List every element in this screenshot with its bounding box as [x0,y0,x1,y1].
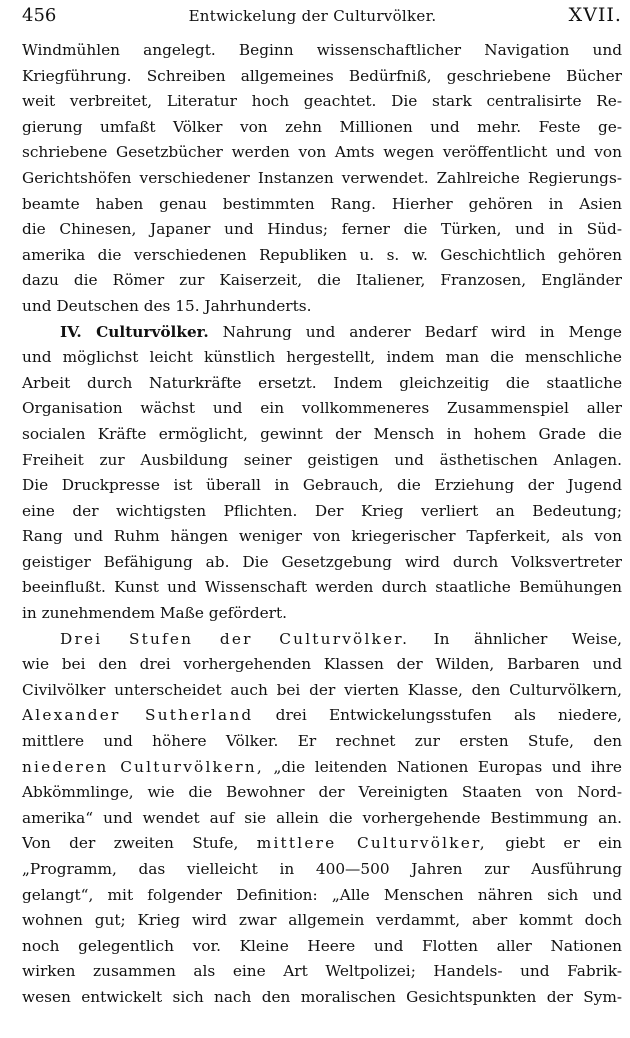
paragraph-civilvoelker [22,38,622,320]
text-span: giebt er ein [505,834,622,853]
text-line: eine der wichtigsten Pflichten. Der Krieg verliert an Bedeutung; [22,501,622,520]
text-line: beeinflußt. Kunst und Wissenschaft werden durch staatliche Bemühungen [22,578,622,597]
text-line: „Programm, das vielleicht in 400—500 Jahren zur Ausführung [22,860,622,878]
page-body [22,38,622,1011]
paragraph-drei-stufen [22,627,622,1011]
emphasis-term: mittlere Culturvölker, [256,834,487,853]
text-line: Freiheit zur Ausbildung seiner geistigen und ästhetischen Anlagen. [22,450,622,469]
text-line [22,703,622,729]
text-span: In ähnlicher Weise, [433,629,622,648]
text-line: Windmühlen angelegt. Beginn wissenschaftlicher Navigation und [22,41,622,59]
text-line: Gerichtshöfen verschiedener Instanzen verwendet. Zahlreiche Regierungs- [22,168,622,187]
text-line: mittlere und höhere Völker. Er rechnet zur ersten Stufe, den [22,732,622,751]
text-span: Nahrung und anderer Bedarf wird in Menge [222,322,622,341]
text-line: Die Druckpresse ist überall in Gebrauch, die Erziehung der Jugend [22,476,622,495]
text-line: dazu die Römer zur Kaiserzeit, die Italiener, Franzosen, Engländer [22,271,622,290]
text-line: Abkömmlinge, wie die Bewohner der Vereinigten Staaten von Nord- [22,783,622,802]
running-header [22,4,622,34]
text-line: und Deutschen des 15. Jahrhunderts. [22,296,312,315]
author-name: Alexander Sutherland [22,706,254,725]
text-line: amerika die verschiedenen Republiken u. s. w. Geschichtlich gehören [22,245,622,264]
text-span: „die leitenden Nationen Europas und ihre [273,757,622,776]
text-line: weit verbreitet, Literatur hoch geachtet. Die stark centralisirte Re- [22,92,622,111]
section-line [22,320,622,346]
text-line: Organisation wächst und ein vollkommeneres Zusammenspiel aller [22,399,622,418]
text-line: noch gelegentlich vor. Kleine Heere und Flotten aller Nationen [22,936,622,955]
text-line: wohnen gut; Krieg wird zwar allgemein verdammt, aber kommt doch [22,911,622,930]
text-line: und möglichst leicht künstlich hergestellt, indem man die menschliche [22,348,622,367]
paragraph-culturvoelker [22,320,622,627]
text-line: schriebene Gesetzbücher werden von Amts wegen veröffentlicht und von [22,143,622,162]
text-line: gelangt“, mit folgender Definition: „Alle Menschen nähren sich und [22,885,622,904]
text-line: Kriegführung. Schreiben allgemeines Bedürfniß, geschriebene Bücher [22,66,622,85]
text-line: gierung umfaßt Völker von zehn Millionen und mehr. Feste ge- [22,117,622,136]
chapter-number: XVII. [568,4,622,26]
text-line: in zunehmendem Maße gefördert. [22,604,288,623]
text-line: socialen Kräfte ermöglicht, gewinnt der Mensch in hohem Grade die [22,424,622,443]
text-line [22,755,622,781]
text-span: Von der zweiten Stufe, [22,834,239,853]
section-line [22,627,622,653]
emphasis-term: niederen Culturvölkern, [22,757,264,776]
text-line: Rang und Ruhm hängen weniger von kriegerischer Tapferkeit, als von [22,527,622,546]
text-line: amerika“ und wendet auf sie allein die vorhergehende Bestimmung an. [22,808,622,827]
text-line: Arbeit durch Naturkräfte ersetzt. Indem gleichzeitig die staatliche [22,373,622,392]
text-line: die Chinesen, Japaner und Hindus; ferner die Türken, und in Süd- [22,220,622,239]
text-line [22,831,622,857]
running-title: Entwickelung der Culturvölker. [188,7,437,25]
text-line: Civilvölker unterscheidet auch bei der vierten Klasse, den Culturvölkern, [22,680,622,699]
page-number: 456 [22,5,57,26]
text-line: beamte haben genau bestimmten Rang. Hierher gehören in Asien [22,194,622,213]
text-line: wesen entwickelt sich nach den moralischen Gesichtspunkten der Sym- [22,987,622,1006]
text-line: wirken zusammen als eine Art Weltpolizei; Handels- und Fabrik- [22,962,622,981]
section-heading: Drei Stufen der Culturvölker. [60,629,410,648]
text-line: geistiger Befähigung ab. Die Gesetzgebung wird durch Volksvertreter [22,552,622,571]
text-line: wie bei den drei vorhergehenden Klassen der Wilden, Barbaren und [22,655,622,674]
section-heading: IV. Culturvölker. [60,322,209,341]
text-span: drei Entwickelungsstufen als niedere, [275,706,622,725]
